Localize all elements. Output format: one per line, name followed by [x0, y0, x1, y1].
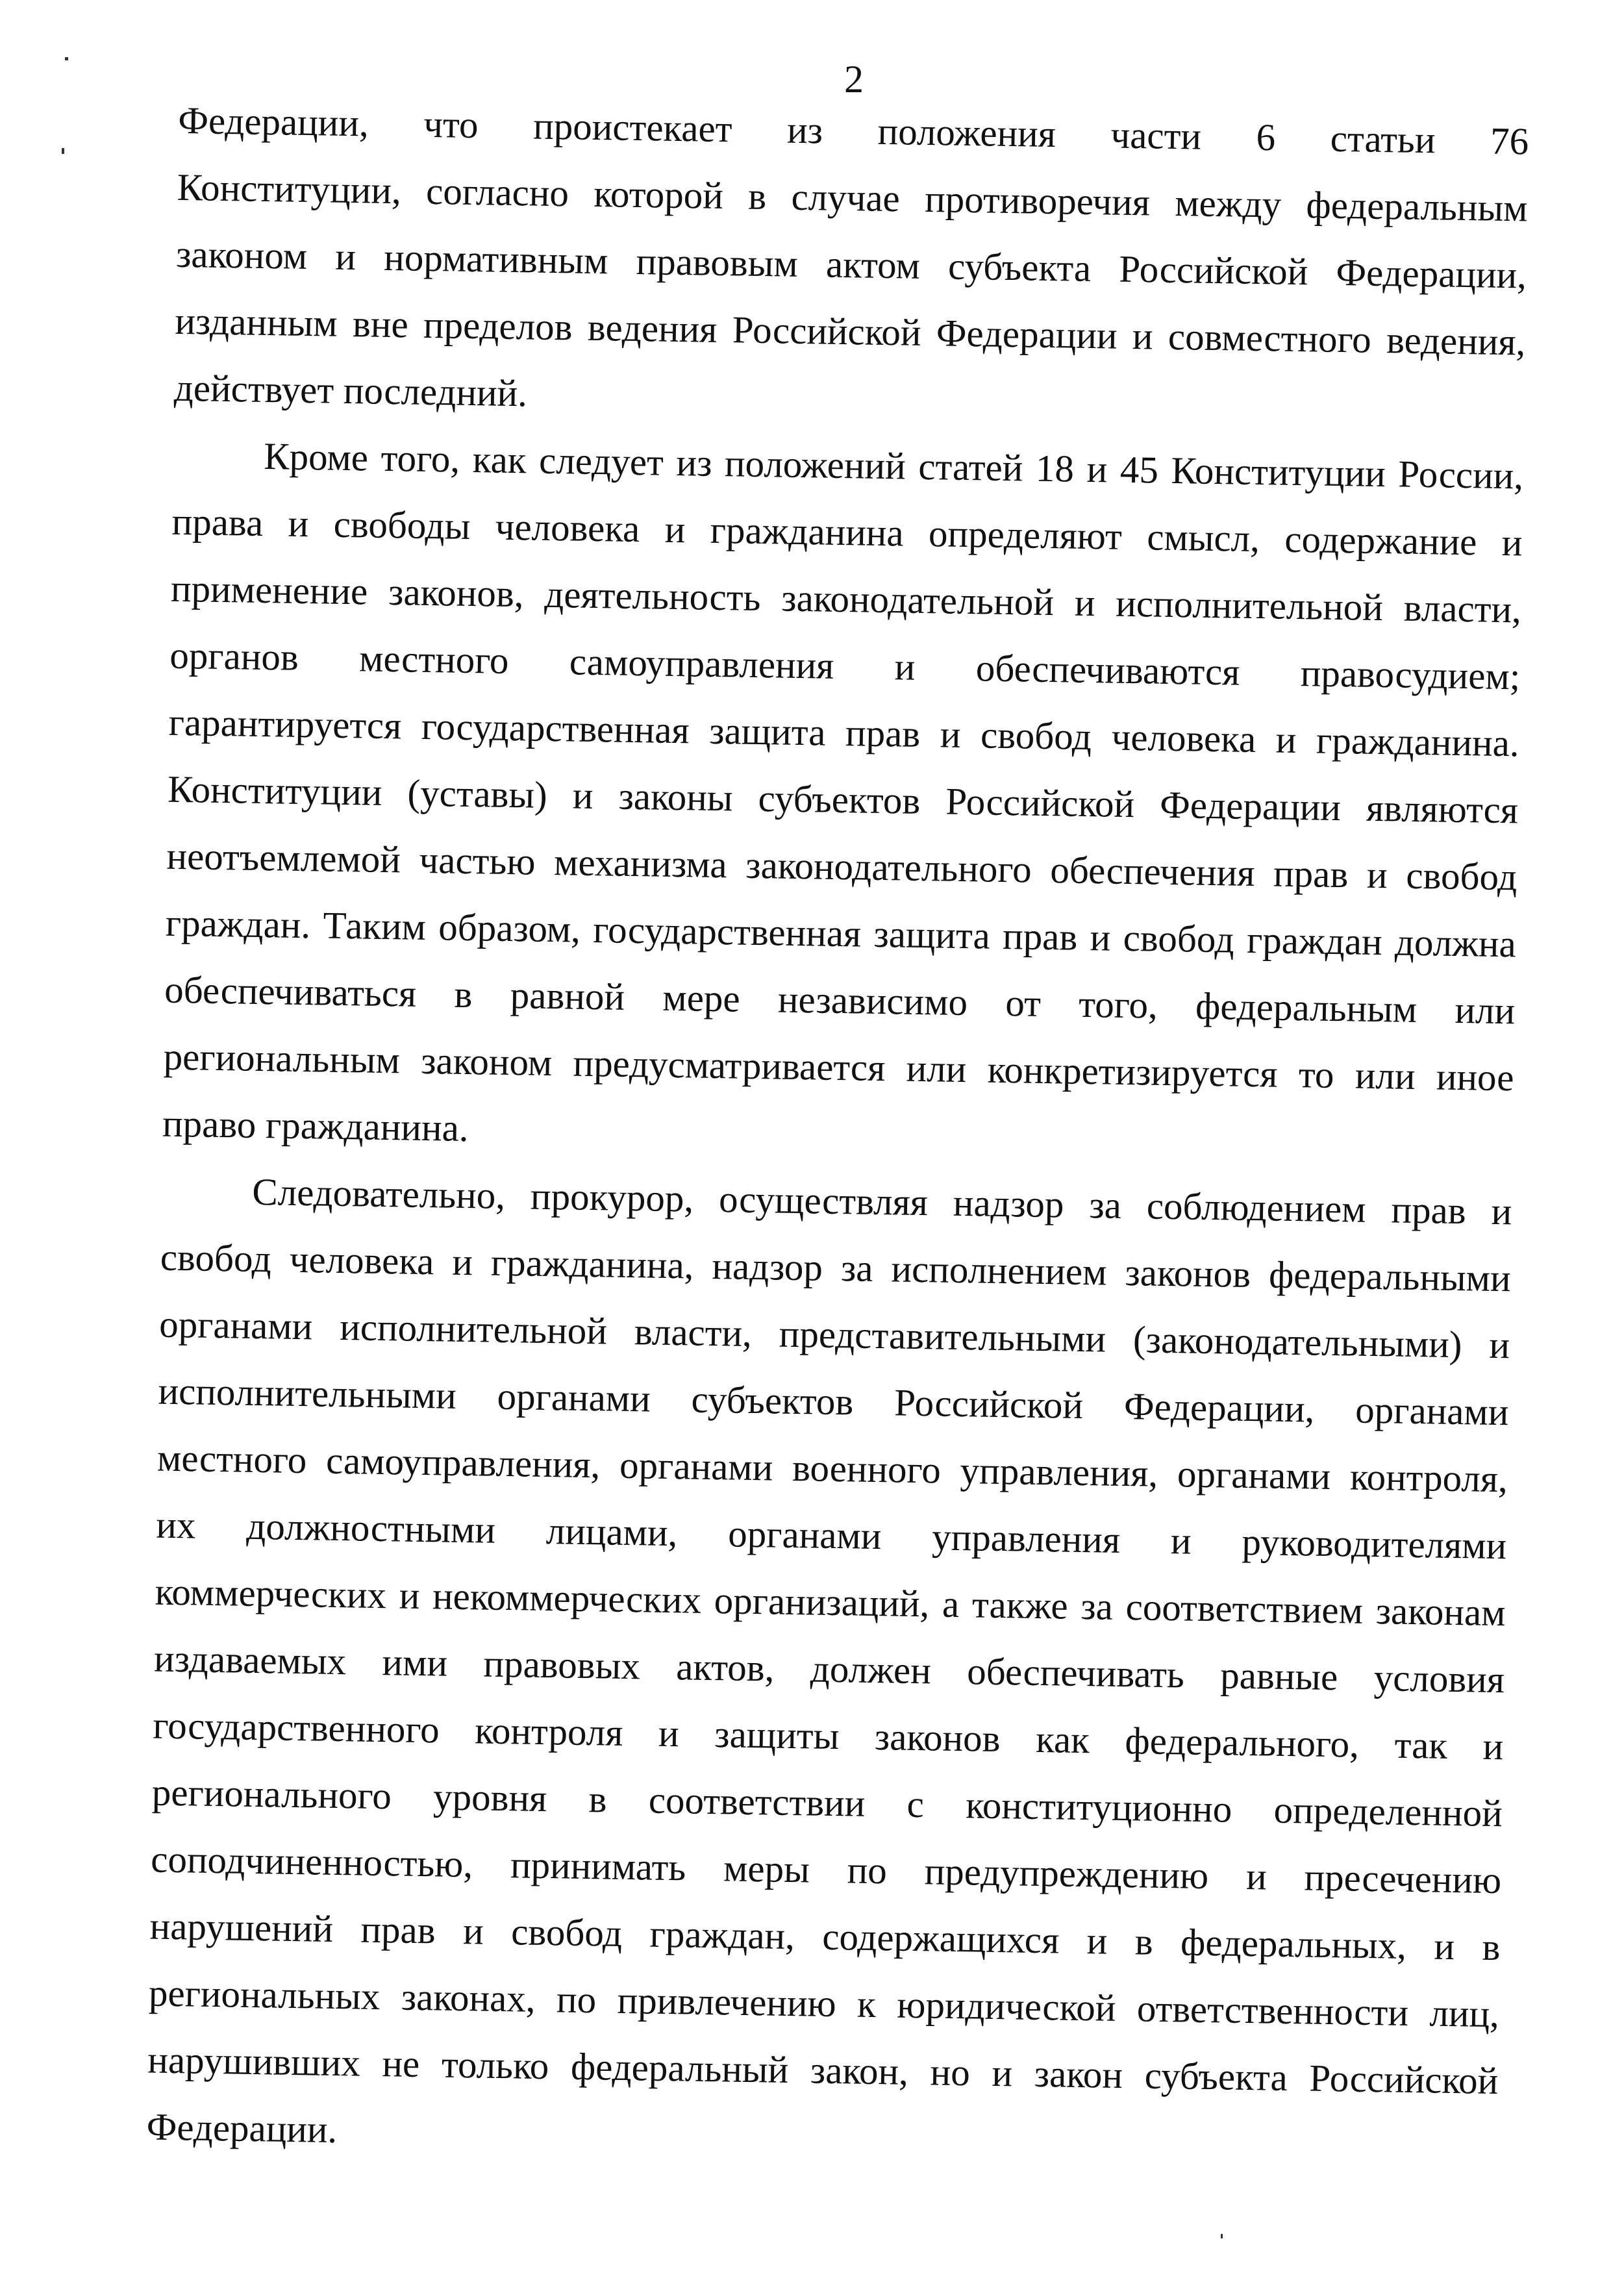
text-line: местного самоуправления, органами военного управления, органами контроля, [156, 1436, 1508, 1501]
text-line: действует последний. [173, 366, 528, 415]
text-line: региональным законом предусматривается или конкретизируется то или иное [163, 1034, 1515, 1099]
text-line: нарушивших не только федеральный закон, но и закон субъекта Российской [147, 2038, 1499, 2103]
text-line: органами исполнительной власти, представительными (законодательными) и [158, 1302, 1510, 1367]
text-line: исполнительными органами субъектов Российской Федерации, органами [158, 1369, 1509, 1434]
text-line: их должностными лицами, органами управления и руководителями [155, 1503, 1507, 1568]
document-body [146, 87, 1529, 2181]
text-line: изданным вне пределов ведения Российской Федерации и совместного ведения, [175, 299, 1526, 364]
text-line: граждан. Таким образом, государственная защита прав и свобод граждан должна [165, 901, 1517, 966]
text-line: право гражданина. [162, 1101, 469, 1150]
text-line: Кроме того, как следует из положений статей 18 и 45 Конституции России, [263, 434, 1524, 497]
text-line: Федерации. [146, 2105, 338, 2151]
scan-speck [65, 57, 68, 60]
text-line: государственного контроля и защиты законов как федерального, так и [153, 1703, 1504, 1768]
text-line: региональных законах, по привлечению к юридической ответственности лиц, [148, 1971, 1500, 2036]
text-line: Следовательно, прокурор, осуществляя надзор за соблюдением прав и [251, 1170, 1512, 1233]
page-number: 2 [844, 58, 864, 101]
text-line: соподчиненностью, принимать меры по предупреждению и пресечению [150, 1837, 1502, 1902]
text-line: законом и нормативным правовым актом субъекта Российской Федерации, [175, 232, 1527, 297]
text-line: применение законов, деятельность законодательной и исполнительной власти, [170, 566, 1522, 631]
text-line: издаваемых ими правовых актов, должен обеспечивать равные условия [153, 1636, 1505, 1701]
text-line: органов местного самоуправления и обеспечиваются правосудием; [169, 633, 1521, 698]
text-line: свобод человека и гражданина, надзор за исполнением законов федеральными [160, 1235, 1512, 1300]
scan-speck [62, 148, 64, 154]
scan-speck [1221, 2234, 1223, 2238]
text-line: коммерческих и некоммерческих организаций, а также за соответствием законам [155, 1570, 1506, 1635]
text-line: гарантируется государственная защита прав и свобод человека и гражданина. [168, 700, 1520, 765]
text-line: регионального уровня в соответствии с конституционно определенной [151, 1770, 1503, 1835]
text-line: Конституции, согласно которой в случае противоречия между федеральным [177, 165, 1529, 230]
text-line: обеспечиваться в равной мере независимо от того, федеральным или [164, 968, 1516, 1033]
text-line: неотъемлемой частью механизма законодательного обеспечения прав и свобод [166, 834, 1518, 899]
text-line: Конституции (уставы) и законы субъектов Российской Федерации являются [167, 767, 1519, 832]
paragraph-3 [146, 1157, 1512, 2181]
text-line: права и свободы человека и гражданина определяют смысл, содержание и [171, 499, 1523, 564]
paragraph-2 [162, 421, 1524, 1179]
text-line: Федерации, что проистекает из положения части 6 статьи 76 [177, 98, 1529, 163]
text-line: нарушений прав и свобод граждан, содержащихся и в федеральных, и в [149, 1904, 1501, 1969]
paragraph-1 [173, 87, 1529, 443]
